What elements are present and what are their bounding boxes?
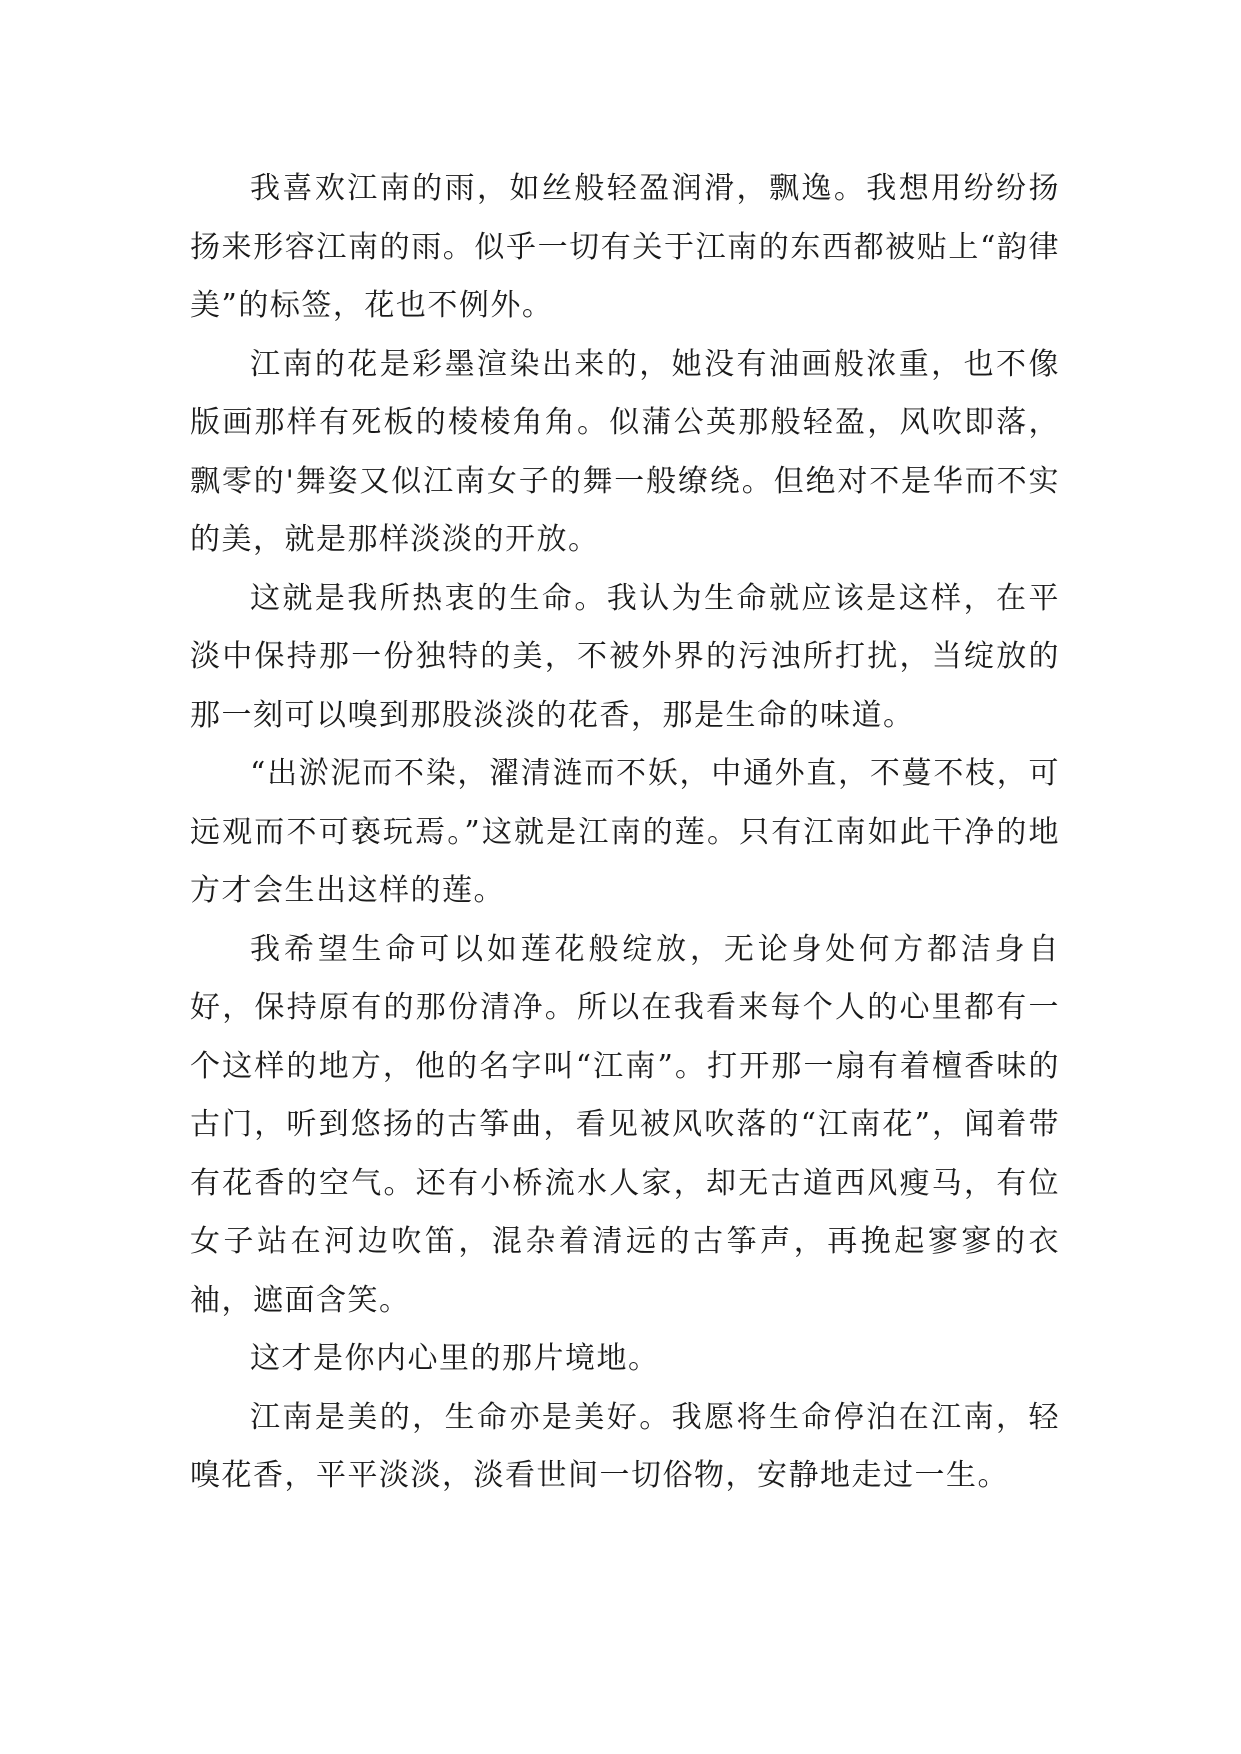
paragraph-4: “出淤泥而不染，濯清涟而不妖，中通外直，不蔓不枝，可远观而不可亵玩焉。”这就是江南的莲。只有江南如此干净的地方才会生出这样的莲。 [190, 756, 1060, 908]
paragraph-5: 我希望生命可以如莲花般绽放，无论身处何方都洁身自好，保持原有的那份清净。所以在我看来每个人的心里都有一个这样的地方，他的名字叫“江南”。打开那一扇有着檀香味的古门，听到悠扬的古筝曲，看见被风吹落的“江南花”，闻着带有花香的空气。还有小桥流水人家，却无古道西风瘦马，有位女子站在河边吹笛，混杂着清远的古筝声，再挽起寥寥的衣袖，遮面含笑。 [190, 931, 1060, 1318]
essay-body [190, 160, 1060, 1506]
paragraph-2: 江南的花是彩墨渲染出来的，她没有油画般浓重，也不像版画那样有死板的棱棱角角。似蒲公英那般轻盈，风吹即落，飘零的'舞姿又似江南女子的舞一般缭绕。但绝对不是华而不实的美，就是那样淡淡的开放。 [190, 346, 1060, 557]
paragraph-7: 江南是美的，生命亦是美好。我愿将生命停泊在江南，轻嗅花香，平平淡淡，淡看世间一切俗物，安静地走过一生。 [190, 1399, 1060, 1493]
paragraph-3: 这就是我所热衷的生命。我认为生命就应该是这样，在平淡中保持那一份独特的美，不被外界的污浊所打扰，当绽放的那一刻可以嗅到那股淡淡的花香，那是生命的味道。 [190, 580, 1060, 733]
paragraph-6: 这才是你内心里的那片境地。 [250, 1341, 660, 1376]
paragraph-1: 我喜欢江南的雨，如丝般轻盈润滑，飘逸。我想用纷纷扬扬来形容江南的雨。似乎一切有关于江南的东西都被贴上“韵律美”的标签，花也不例外。 [190, 171, 1060, 323]
